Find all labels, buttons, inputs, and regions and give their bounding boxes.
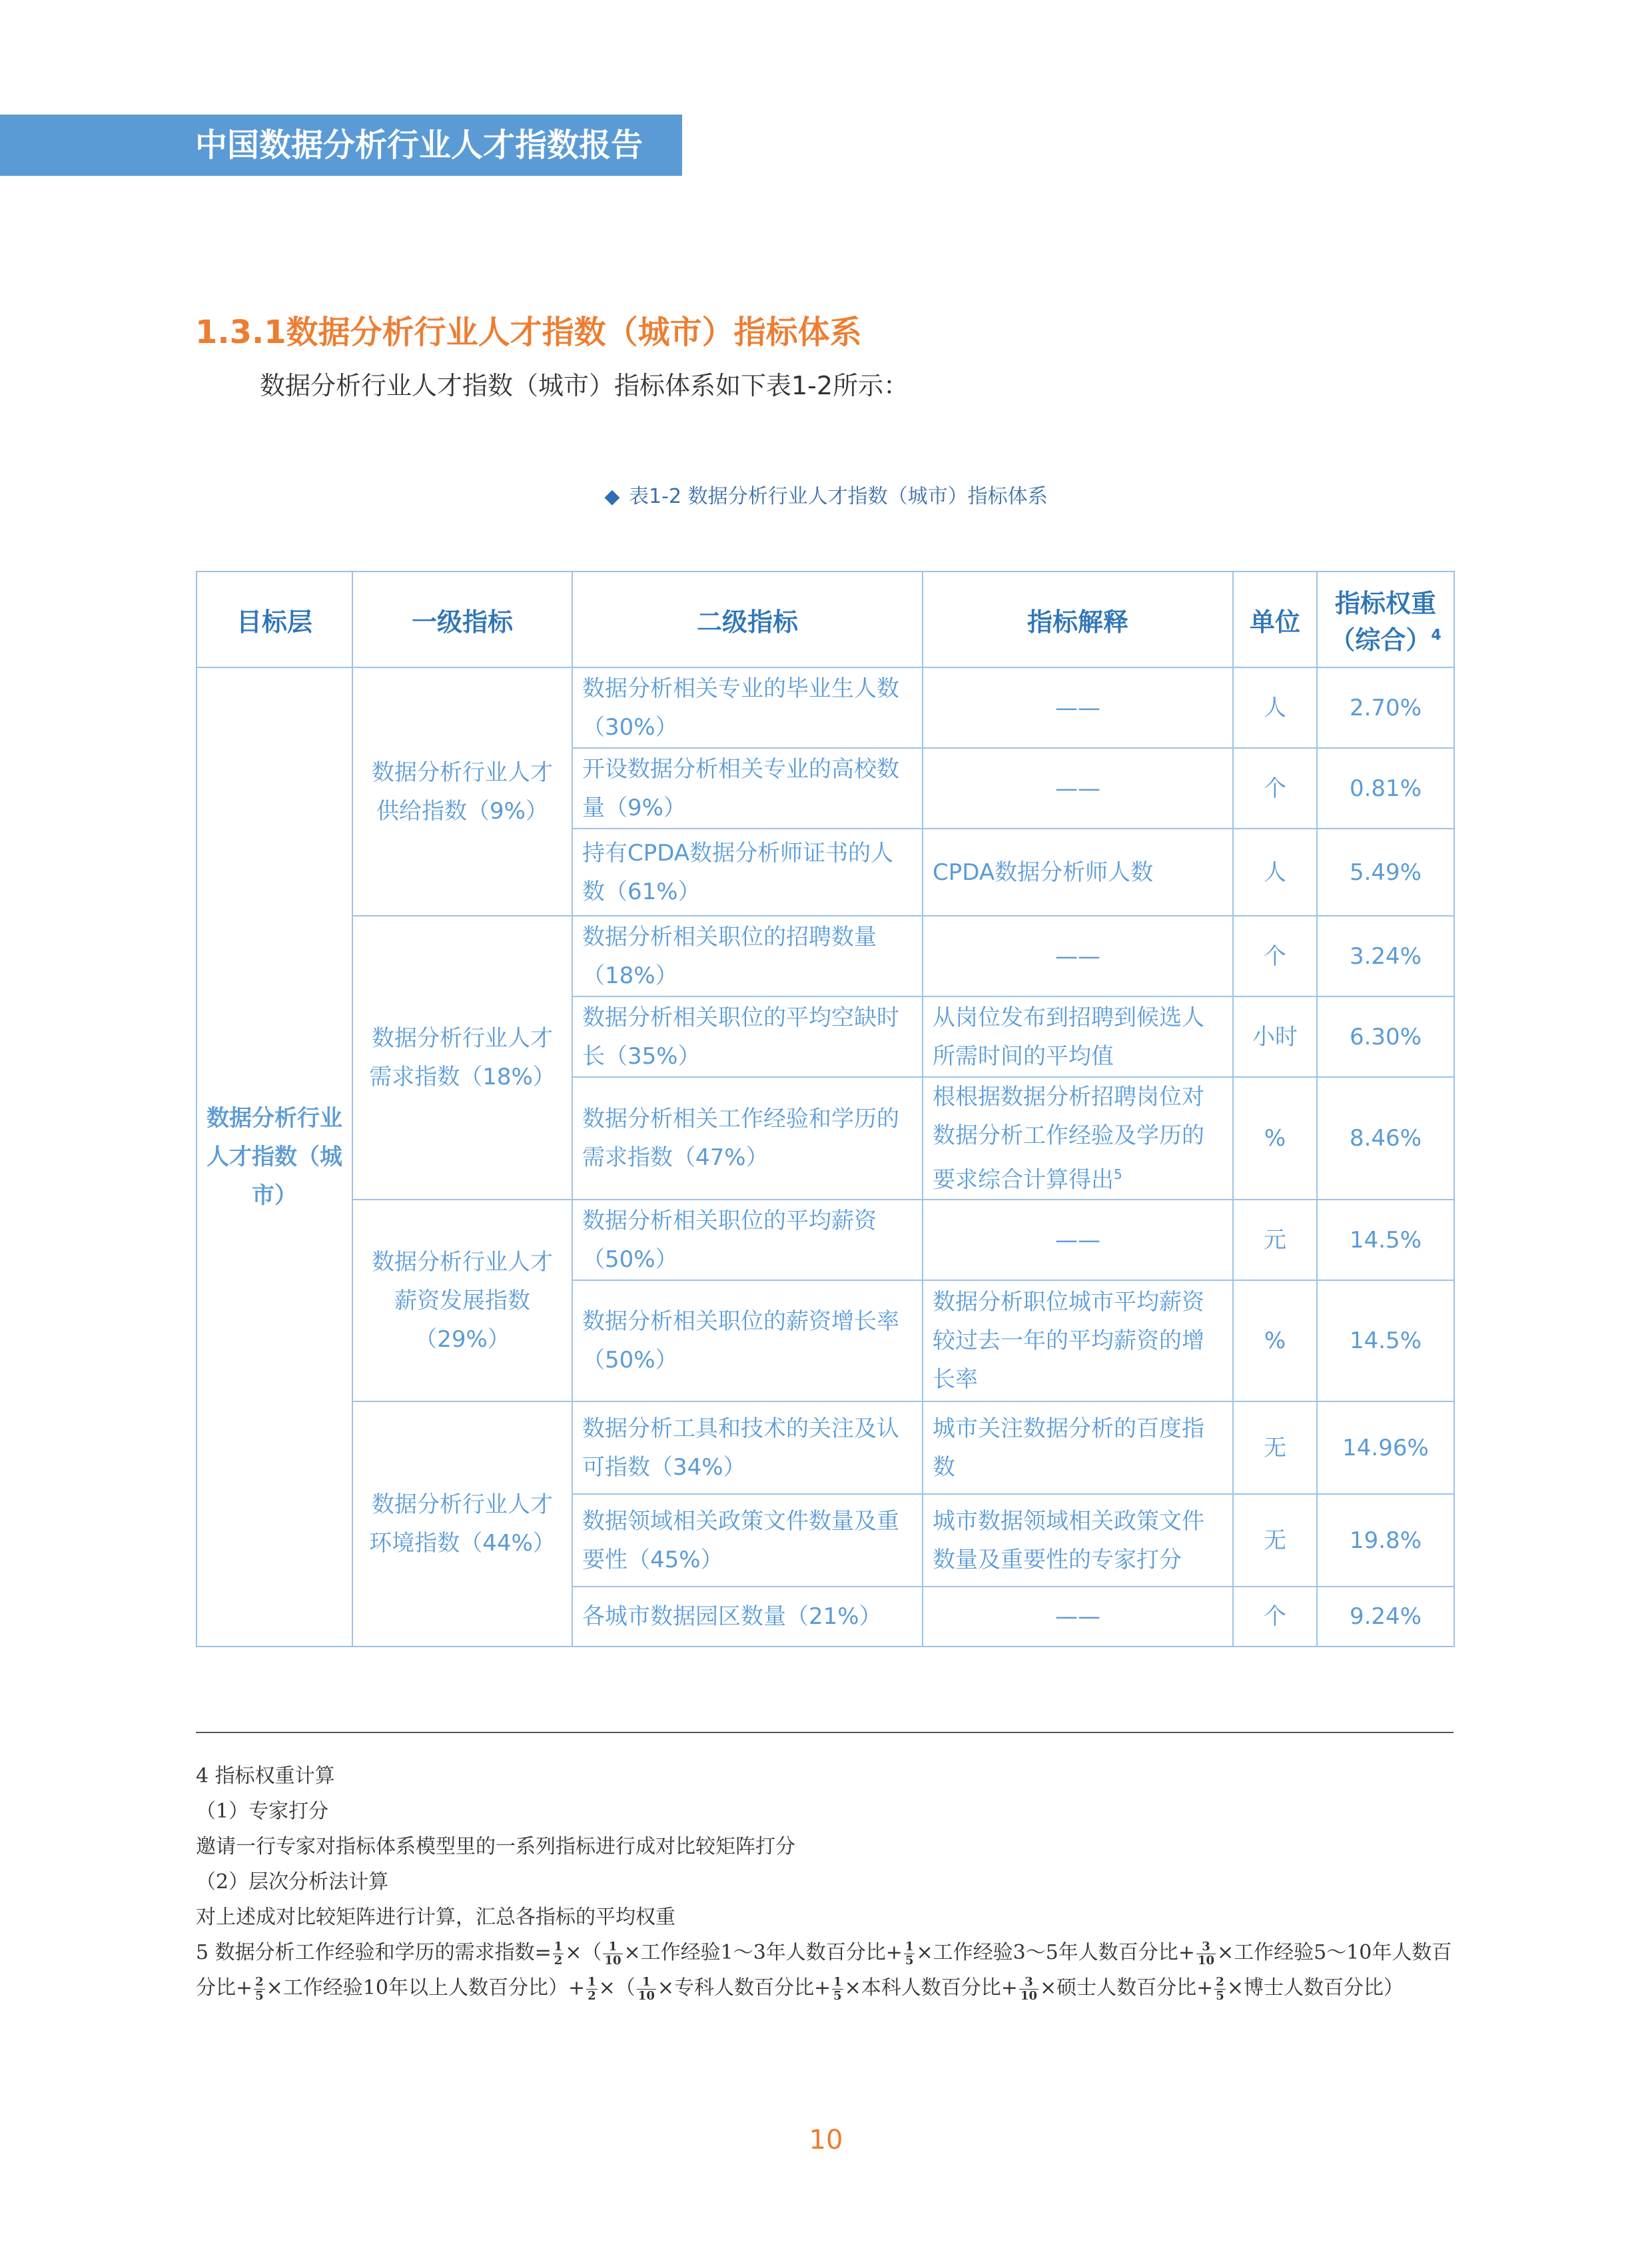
explanation-cell: 城市数据领域相关政策文件数量及重要性的专家打分 [923, 1494, 1233, 1587]
footnote-formula [196, 1935, 1453, 2006]
fraction-numerator: 3 [1196, 1940, 1216, 1954]
explanation-cell: —— [923, 1200, 1233, 1280]
fraction [586, 1976, 598, 2003]
header-explanation: 指标解释 [923, 571, 1233, 667]
indicator-cell: 数据分析相关职位的平均空缺时长（35%） [572, 996, 923, 1077]
explanation-cell: —— [923, 916, 1233, 996]
indicator-cell: 各城市数据园区数量（21%） [572, 1587, 923, 1647]
fraction-denominator: 10 [1020, 1988, 1038, 2003]
explanation-cell: —— [923, 1587, 1233, 1647]
weight-cell: 6.30% [1317, 996, 1454, 1077]
formula-text: ×工作经验3～5年人数百分比+ [916, 1941, 1195, 1964]
report-title: 中国数据分析行业人才指数报告 [195, 127, 643, 164]
explanation-cell [923, 1077, 1233, 1200]
weight-cell: 0.81% [1317, 748, 1454, 829]
table-header-row [197, 571, 1454, 667]
unit-cell: % [1233, 1077, 1317, 1200]
explanation-cell: CPDA数据分析师人数 [923, 829, 1233, 916]
formula-text: ×工作经验10年以上人数百分比）+ [266, 1976, 586, 2000]
weight-cell: 14.5% [1317, 1200, 1454, 1280]
table-row [197, 1401, 1454, 1494]
weight-cell: 14.5% [1317, 1280, 1454, 1401]
formula-text: ×硕士人数百分比+ [1040, 1976, 1214, 2000]
unit-cell: 人 [1233, 829, 1317, 916]
header-goal: 目标层 [197, 571, 352, 667]
explanation-cell: 数据分析职位城市平均薪资较过去一年的平均薪资的增长率 [923, 1280, 1233, 1401]
footnote-divider [196, 1732, 1453, 1733]
indicator-cell: 数据分析相关职位的平均薪资（50%） [572, 1200, 923, 1280]
formula-text: ×专科人数百分比+ [657, 1976, 831, 2000]
header-level1: 一级指标 [352, 571, 572, 667]
fraction [904, 1940, 915, 1968]
fraction-numerator: 1 [554, 1939, 563, 1954]
fraction-numerator: 1 [603, 1940, 622, 1954]
formula-text: ×本科人数百分比+ [844, 1976, 1018, 2000]
indicator-cell: 数据分析工具和技术的关注及认可指数（34%） [572, 1401, 923, 1494]
footnote-line: 4 指标权重计算 [196, 1764, 335, 1788]
formula-text: ×博士人数百分比） [1226, 1976, 1404, 2000]
explanation-cell: —— [923, 748, 1233, 829]
fraction [553, 1940, 564, 1968]
fraction [603, 1940, 622, 1968]
report-header-band [0, 115, 682, 176]
footnote-line: （1）专家打分 [196, 1800, 329, 1823]
indicator-cell: 持有CPDA数据分析师证书的人数（61%） [572, 829, 923, 916]
fraction-numerator: 3 [1019, 1976, 1038, 1990]
fraction-denominator: 5 [905, 1953, 914, 1968]
indicator-cell: 数据分析相关工作经验和学历的需求指数（47%） [572, 1077, 923, 1200]
fraction [254, 1976, 265, 2003]
fraction-numerator: 1 [588, 1974, 596, 1989]
fraction [1196, 1940, 1216, 1968]
fraction-numerator: 1 [637, 1976, 656, 1990]
formula-text: ×（ [598, 1976, 635, 2000]
weight-cell: 19.8% [1317, 1494, 1454, 1587]
fraction [832, 1976, 843, 2003]
fraction-denominator: 5 [833, 1988, 842, 2003]
indicator-cell: 数据分析相关专业的毕业生人数（30%） [572, 667, 923, 748]
fraction [637, 1976, 656, 2003]
footnote-line: 对上述成对比较矩阵进行计算，汇总各指标的平均权重 [196, 1906, 675, 1929]
weight-cell: 14.96% [1317, 1401, 1454, 1494]
footnotes [196, 1758, 1453, 2006]
fraction-denominator: 10 [637, 1988, 655, 2003]
unit-cell: 人 [1233, 667, 1317, 748]
level1-cell: 数据分析行业人才环境指数（44%） [352, 1401, 572, 1647]
level1-cell: 数据分析行业人才需求指数（18%） [352, 916, 572, 1200]
weight-cell: 3.24% [1317, 916, 1454, 996]
formula-text: ×（ [565, 1941, 602, 1964]
footnote-line: 邀请一行专家对指标体系模型里的一系列指标进行成对比较矩阵打分 [196, 1835, 795, 1858]
unit-cell: 无 [1233, 1401, 1317, 1494]
unit-cell: 个 [1233, 916, 1317, 996]
fraction-numerator: 2 [255, 1974, 264, 1989]
fraction-denominator: 2 [588, 1988, 596, 2003]
header-weight-label: 指标权重（综合） [1330, 589, 1436, 655]
footnote-ref-4: 4 [1431, 627, 1442, 644]
indicator-cell: 开设数据分析相关专业的高校数量（9%） [572, 748, 923, 829]
footnote-line: （2）层次分析法计算 [196, 1870, 389, 1894]
unit-cell: 个 [1233, 1587, 1317, 1647]
page-number: 10 [809, 2125, 843, 2155]
diamond-icon: ◆ [604, 485, 620, 508]
unit-cell: 无 [1233, 1494, 1317, 1587]
fraction-denominator: 10 [604, 1953, 621, 1968]
table-row [197, 1200, 1454, 1280]
unit-cell: 小时 [1233, 996, 1317, 1077]
fraction [1214, 1976, 1226, 2003]
weight-cell: 2.70% [1317, 667, 1454, 748]
explanation-cell: 从岗位发布到招聘到候选人所需时间的平均值 [923, 996, 1233, 1077]
header-weight [1317, 571, 1454, 667]
level1-cell: 数据分析行业人才供给指数（9%） [352, 667, 572, 916]
indicator-cell: 数据领域相关政策文件数量及重要性（45%） [572, 1494, 923, 1587]
unit-cell: 元 [1233, 1200, 1317, 1280]
fraction-denominator: 5 [1216, 1988, 1224, 2003]
level1-cell: 数据分析行业人才薪资发展指数（29%） [352, 1200, 572, 1401]
table-row [197, 667, 1454, 748]
indicator-cell: 数据分析相关职位的薪资增长率（50%） [572, 1280, 923, 1401]
unit-cell: % [1233, 1280, 1317, 1401]
fraction-denominator: 10 [1197, 1953, 1214, 1968]
fraction-numerator: 1 [833, 1974, 842, 1989]
formula-text: ×工作经验1～3年人数百分比+ [623, 1941, 903, 1964]
fraction-numerator: 1 [905, 1939, 914, 1954]
unit-cell: 个 [1233, 748, 1317, 829]
fraction-numerator: 2 [1216, 1974, 1224, 1989]
explanation-text: 根根据数据分析招聘岗位对数据分析工作经验及学历的要求综合计算得出 [933, 1084, 1204, 1194]
indicator-cell: 数据分析相关职位的招聘数量（18%） [572, 916, 923, 996]
explanation-cell: 城市关注数据分析的百度指数 [923, 1401, 1233, 1494]
weight-cell: 8.46% [1317, 1077, 1454, 1200]
indicator-table [196, 571, 1455, 1647]
explanation-cell: —— [923, 667, 1233, 748]
intro-paragraph: 数据分析行业人才指数（城市）指标体系如下表1-2所示： [260, 371, 909, 400]
section-title: 1.3.1数据分析行业人才指数（城市）指标体系 [195, 314, 862, 351]
fraction-denominator: 5 [255, 1988, 264, 2003]
fraction-denominator: 2 [554, 1953, 563, 1968]
weight-cell: 9.24% [1317, 1587, 1454, 1647]
table-row [197, 916, 1454, 996]
footnote-ref-5: 5 [1114, 1166, 1122, 1182]
table-caption [0, 480, 1652, 509]
table-caption-text: 表1-2 数据分析行业人才指数（城市）指标体系 [629, 485, 1048, 508]
formula-text: ×工作经验5～10年人数百分比+ [196, 1941, 1452, 2000]
header-unit: 单位 [1233, 571, 1317, 667]
fraction [1019, 1976, 1038, 2003]
header-level2: 二级指标 [572, 571, 923, 667]
formula-text: 5 数据分析工作经验和学历的需求指数= [196, 1941, 552, 1964]
goal-cell: 数据分析行业人才指数（城市） [197, 667, 352, 1647]
weight-cell: 5.49% [1317, 829, 1454, 916]
